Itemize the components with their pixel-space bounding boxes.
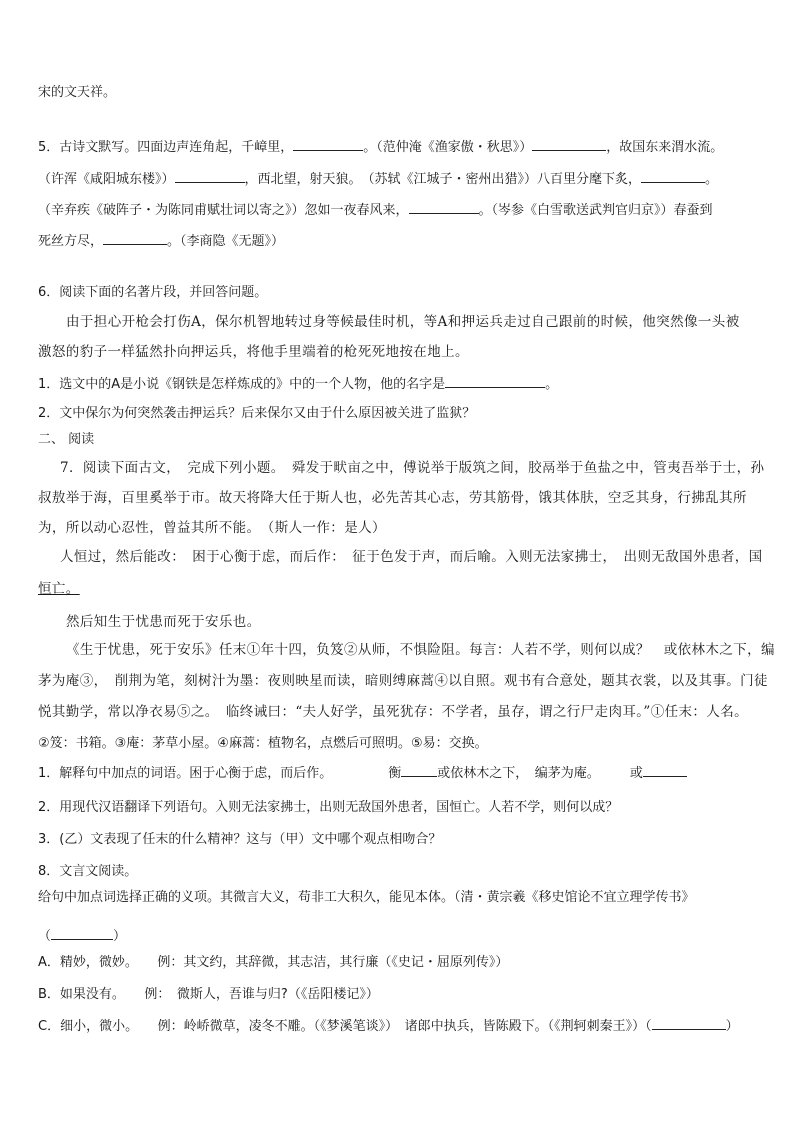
passage-line: 茅为庵③， 削荆为笔，刻树汁为墨：夜则映星而读，暗则缚麻蒿④以自照。观书有合意处，题其衣裳，以及其事。门徒 bbox=[38, 673, 768, 689]
question-7-1: 1．解释句中加点的词语。困于心衡于虑，而后作。 衡 或依林木之下， 编茅为庵。 或 bbox=[38, 763, 764, 783]
question-5-line-2: （许浑《咸阳城东楼》） ，西北望，射天狼。 （苏轼《江城子・密州出猎》）八百里分麾下炙， 。 bbox=[38, 169, 764, 189]
question-5-line-1: 5．古诗文默写。四面边声连角起，千嶂里， 。（范仲淹《渔家傲・秋思》） ，故国东来渭水流。 bbox=[38, 137, 764, 157]
option-a: A．精妙，微妙。 例：其文约，其辞微，其志洁，其行廉（《史记・屈原列传》） bbox=[38, 955, 509, 970]
question-8-prompt: 给句中加点词选择正确的义项。其微言大义，苟非工大积久，能见本体。（清・黄宗羲《移史馆论不宜立理学传书》 bbox=[38, 890, 695, 905]
question-7-3: 3．(乙）文表现了任末的什么精神？这与（甲）文中哪个观点相吻合？ bbox=[38, 832, 442, 847]
option-c: C．细小，微小。 例：岭峤微草，凌冬不雕。（《梦溪笔谈》） 诸郎中执兵，皆陈殿下。（《荆轲刺秦王》）（ ） bbox=[38, 1016, 764, 1036]
answer-blank[interactable] bbox=[409, 200, 479, 214]
question-6-1: 1．选文中的A是小说《钢铁是怎样炼成的》中的一个人物，他的名字是 。 bbox=[38, 374, 764, 394]
text-line: 宋的文天祥。 bbox=[38, 85, 117, 100]
question-6-2: 2．文中保尔为何突然袭击押运兵？后来保尔又由于什么原因被关进了监狱？ bbox=[38, 406, 476, 421]
passage-line: 激怒的豹子一样猛然扑向押运兵，将他手里端着的枪死死地按在地上。 bbox=[38, 344, 469, 360]
answer-blank[interactable] bbox=[445, 374, 545, 388]
answer-blank[interactable] bbox=[641, 169, 705, 183]
question-5-line-3: （辛弃疾《破阵子・为陈同甫赋壮词以寄之》）忽如一夜春风来， 。（岑参《白雪歌送武判官归京》）春蚕到 bbox=[38, 200, 764, 220]
answer-blank[interactable] bbox=[652, 1016, 726, 1030]
question-8-answer-line: （ ） bbox=[38, 926, 764, 946]
section-heading: 二、 阅读 bbox=[38, 432, 95, 447]
answer-blank[interactable] bbox=[103, 231, 167, 245]
passage-line: 然后知生于忧患而死于安乐也。 bbox=[66, 614, 261, 630]
question-5-line-4: 死丝方尽， 。（李商隐《无题》） bbox=[38, 231, 764, 251]
passage-line: 为，所以动心忍性，曾益其所不能。 （斯人一作：是人） bbox=[38, 520, 386, 536]
answer-blank[interactable] bbox=[532, 137, 606, 151]
passage-line: 恒亡。 bbox=[38, 581, 80, 597]
answer-blank[interactable] bbox=[401, 763, 437, 777]
passage-line: 7．阅读下面古文， 完成下列小题。 舜发于畎亩之中，傅说举于版筑之间，胶鬲举于鱼盐之中，管夷吾举于士，孙 bbox=[60, 460, 765, 476]
question-8-title: 8．文言文阅读。 bbox=[38, 864, 138, 879]
passage-line: 《生于忧患，死于安乐》任末①年十四，负笈②从师，不惧险阻。每言：人若不学，则何以成？ 或依林木之下，编 bbox=[66, 642, 775, 658]
answer-blank[interactable] bbox=[51, 926, 113, 940]
passage-line: 悦其勤学，常以净衣易⑤之。 临终诫曰：“夫人好学，虽死犹存：不学者，虽存，谓之行尸走肉耳。”①任末：人名。 bbox=[38, 704, 749, 720]
passage-line: 叔敖举于海，百里奚举于市。故天将降大任于斯人也，必先苦其心志，劳其筋骨，饿其体肤，空乏其身，行拂乱其所 bbox=[38, 490, 747, 506]
passage-line: 人恒过，然后能改： 困于心衡于虑，而后作： 征于色发于声，而后喻。入则无法家拂士， 出则无敌国外患者，国 bbox=[60, 549, 763, 565]
footnote-line: ②笈：书箱。③庵：茅草小屋。④麻蒿：植物名，点燃后可照明。⑤易：交换。 bbox=[38, 736, 488, 751]
question-6-title: 6．阅读下面的名著片段，并回答问题。 bbox=[38, 285, 268, 300]
question-7-2: 2．用现代汉语翻译下列语句。入则无法家拂士，出则无敌国外患者，国恒亡。人若不学，则何以成？ bbox=[38, 800, 619, 815]
answer-blank[interactable] bbox=[643, 763, 687, 777]
answer-blank[interactable] bbox=[175, 169, 245, 183]
passage-line: 由于担心开枪会打伤A，保尔机智地转过身等候最佳时机，等A和押运兵走过自己跟前的时候，他突然像一头被 bbox=[66, 314, 740, 330]
answer-blank[interactable] bbox=[293, 137, 363, 151]
option-b: B．如果没有。 例： 微斯人，吾谁与归?（《岳阳楼记》） bbox=[38, 987, 379, 1002]
